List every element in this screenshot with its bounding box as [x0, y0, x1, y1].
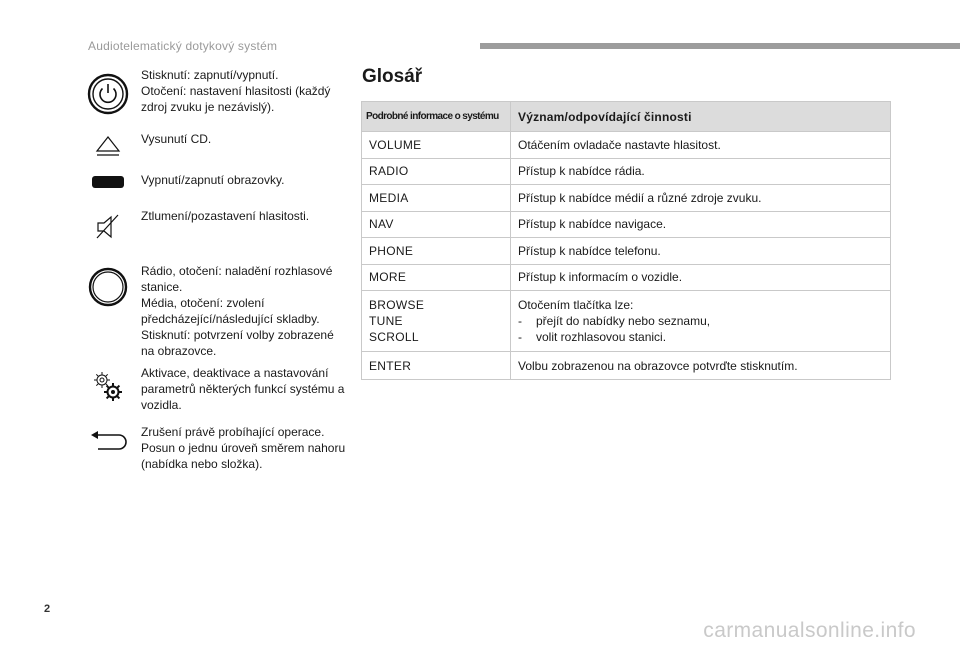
header-title: Audiotelematický dotykový systém [88, 39, 278, 53]
control-description: Stisknutí: zapnutí/vypnutí. Otočení: nastavení hlasitosti (každý zdroj zvuku je nezávislý). [141, 68, 331, 114]
glossary-term: MEDIA [362, 185, 511, 212]
glossary-meaning: Volbu zobrazenou na obrazovce potvrďte stisknutím. [511, 352, 891, 380]
screen-toggle-icon [91, 175, 125, 189]
table-row [362, 185, 891, 212]
control-description: Vysunutí CD. [141, 132, 212, 146]
glossary-term [362, 291, 511, 352]
mute-icon [93, 212, 123, 242]
control-description: Ztlumení/pozastavení hlasitosti. [141, 209, 310, 223]
meaning-intro: Otočením tlačítka lze: [518, 298, 634, 312]
glossary-term: RADIO [362, 158, 511, 185]
glossary-term: NAV [362, 211, 511, 238]
back-arrow-icon [88, 430, 128, 456]
table-row [362, 132, 891, 159]
table-row [362, 211, 891, 238]
table-row [362, 238, 891, 265]
eject-icon [94, 134, 122, 158]
watermark: carmanualsonline.info [703, 619, 916, 642]
glossary-meaning: Přístup k informacím o vozidle. [511, 264, 891, 291]
table-row [362, 291, 891, 352]
control-description: Zrušení právě probíhající operace. Posun o jednu úroveň směrem nahoru (nabídka nebo složka). [141, 425, 346, 471]
header-bar [480, 43, 960, 49]
glossary-meaning: Přístup k nabídce telefonu. [511, 238, 891, 265]
control-description: Aktivace, deaktivace a nastavování parametrů některých funkcí systému a vozidla. [141, 366, 345, 412]
bullet-mark: - [518, 330, 522, 344]
glossary-meaning: Přístup k nabídce médií a různé zdroje zvuku. [511, 185, 891, 212]
glossary-header-row [362, 102, 891, 132]
settings-gears-icon [91, 369, 125, 403]
power-knob-icon [87, 73, 129, 115]
glossary-meaning: Přístup k nabídce navigace. [511, 211, 891, 238]
bullet-text: volit rozhlasovou stanici. [536, 330, 667, 344]
glossary-term: ENTER [362, 352, 511, 380]
glossary-meaning: Přístup k nabídce rádia. [511, 158, 891, 185]
bullet-mark: - [518, 314, 522, 328]
rotary-knob-icon [88, 267, 128, 307]
page-number: 2 [44, 603, 51, 615]
term-line: SCROLL [369, 330, 419, 344]
column-header-term: Podrobné informace o systému [362, 102, 511, 132]
table-row [362, 264, 891, 291]
control-description: Rádio, otočení: naladění rozhlasové stanice. Média, otočení: zvolení předcházející/následující skladby. Stisknutí: potvrzení volby zobrazené na obrazovce. [141, 264, 334, 358]
glossary-term: MORE [362, 264, 511, 291]
table-row [362, 352, 891, 380]
glossary-table [361, 101, 891, 380]
bullet-item [518, 313, 883, 329]
bullet-item [518, 329, 883, 345]
column-header-meaning: Význam/odpovídající činnosti [511, 102, 891, 132]
glossary-meaning: Otáčením ovladače nastavte hlasitost. [511, 132, 891, 159]
term-line: BROWSE [369, 298, 425, 312]
glossary-term: VOLUME [362, 132, 511, 159]
glossary-title: Glosář [362, 66, 423, 87]
bullet-text: přejít do nabídky nebo seznamu, [536, 314, 711, 328]
glossary-term: PHONE [362, 238, 511, 265]
control-description: Vypnutí/zapnutí obrazovky. [141, 173, 285, 187]
table-row [362, 158, 891, 185]
glossary-meaning [511, 291, 891, 352]
term-line: TUNE [369, 314, 403, 328]
